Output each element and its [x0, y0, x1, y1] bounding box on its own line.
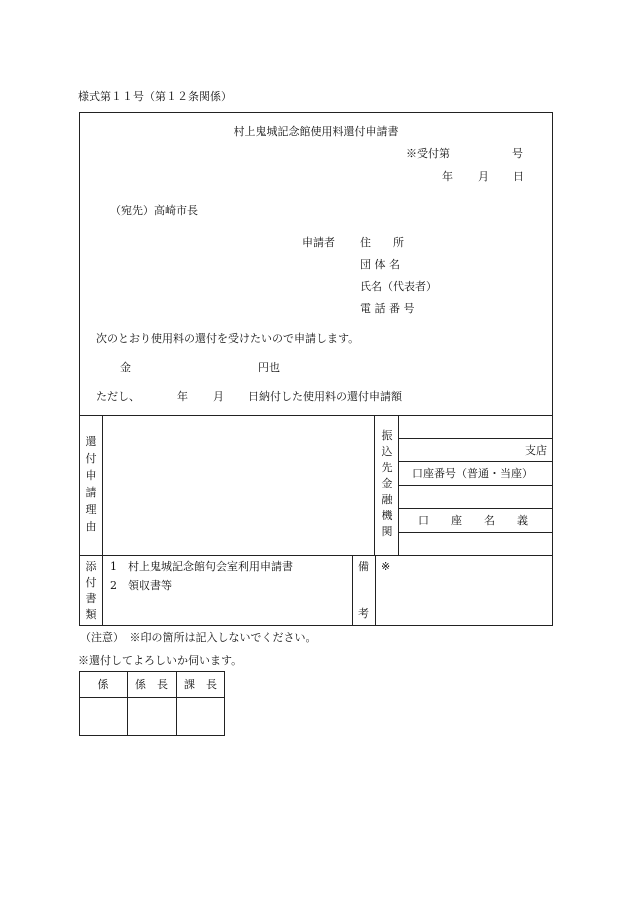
bank-label-char: 込 — [381, 445, 393, 458]
remarks-value: ※ — [381, 560, 391, 573]
bank-row-rule-2 — [398, 461, 553, 462]
amount-suffix: 円也 — [258, 361, 280, 374]
bank-label-char: 関 — [381, 525, 393, 538]
date-year: 年 — [442, 170, 453, 183]
reason-label-char: 理 — [85, 503, 97, 516]
applicant-phone-label: 電 話 番 号 — [360, 302, 415, 315]
approval-clerk: 係 — [97, 678, 109, 691]
reason-label — [84, 436, 98, 532]
applicant-address-label: 住 所 — [360, 236, 404, 249]
reason-label-char: 還 — [85, 435, 97, 448]
date-month: 月 — [478, 170, 489, 183]
amount-prefix: 金 — [120, 361, 131, 374]
attachments-label — [84, 561, 98, 620]
bank-branch: 支店 — [525, 444, 547, 457]
remarks-label-top: 備 — [358, 560, 369, 573]
label-col-rule — [102, 415, 103, 626]
addressee: （宛先）高崎市長 — [110, 204, 198, 217]
attachments-right-rule — [352, 555, 353, 626]
approval-chief: 係 長 — [135, 678, 168, 691]
form-frame — [79, 112, 553, 626]
receipt-prefix: ※受付第 — [406, 147, 450, 160]
proviso-year: 年 — [177, 390, 188, 403]
proviso-tail: 日納付した使用料の還付申請額 — [248, 390, 402, 403]
receipt-suffix: 号 — [512, 147, 523, 160]
bank-row-rule-1 — [398, 438, 553, 439]
proviso-month: 月 — [213, 390, 224, 403]
bank-account-type: 口座番号（普通・当座） — [412, 467, 533, 480]
table-top-rule — [79, 415, 553, 416]
applicant-group-label: 団 体 名 — [360, 258, 400, 271]
bank-label-char: 金 — [381, 477, 393, 490]
bank-row-rule-4 — [398, 508, 553, 509]
bank-label — [380, 430, 394, 537]
bank-row-rule-3 — [398, 485, 553, 486]
proviso-lead: ただし、 — [96, 390, 140, 403]
form-number: 様式第１１号（第１２条関係） — [78, 90, 232, 103]
approval-row-rule — [79, 697, 225, 698]
bank-label-char: 振 — [381, 429, 393, 442]
bank-label-char: 融 — [381, 493, 393, 506]
applicant-label: 申請者 — [302, 236, 335, 249]
remarks-label-bottom: 考 — [358, 607, 369, 620]
date-day: 日 — [513, 170, 524, 183]
attachment-item: 2 領収書等 — [110, 579, 172, 592]
attachments-label-char: 書 — [85, 592, 97, 605]
applicant-name-label: 氏名（代表者） — [360, 280, 437, 293]
form-title: 村上鬼城記念館使用料還付申請書 — [233, 125, 399, 138]
remarks-label-rule — [375, 555, 376, 626]
reason-label-char: 付 — [85, 452, 97, 465]
bank-row-rule-5 — [398, 532, 553, 533]
bank-label-char: 先 — [381, 461, 393, 474]
bank-label-char: 機 — [381, 509, 393, 522]
reason-label-char: 申 — [85, 469, 97, 482]
reason-label-char: 由 — [85, 520, 97, 533]
reason-right-rule — [374, 415, 375, 555]
reason-label-char: 請 — [85, 486, 97, 499]
table-mid-rule — [79, 555, 553, 556]
attachments-label-char: 付 — [85, 576, 97, 589]
approval-request: ※還付してよろしいか伺います。 — [78, 654, 243, 667]
attachment-item: 1 村上鬼城記念館句会室利用申請書 — [110, 560, 293, 573]
statement: 次のとおり使用料の還付を受けたいので申請します。 — [96, 332, 360, 345]
attachments-label-char: 添 — [85, 560, 97, 573]
note: （注意） ※印の箇所は記入しないでください。 — [80, 631, 317, 644]
approval-section-chief: 課 長 — [184, 678, 217, 691]
bank-account-name: 口 座 名 義 — [418, 514, 528, 527]
attachments-label-char: 類 — [85, 608, 97, 621]
